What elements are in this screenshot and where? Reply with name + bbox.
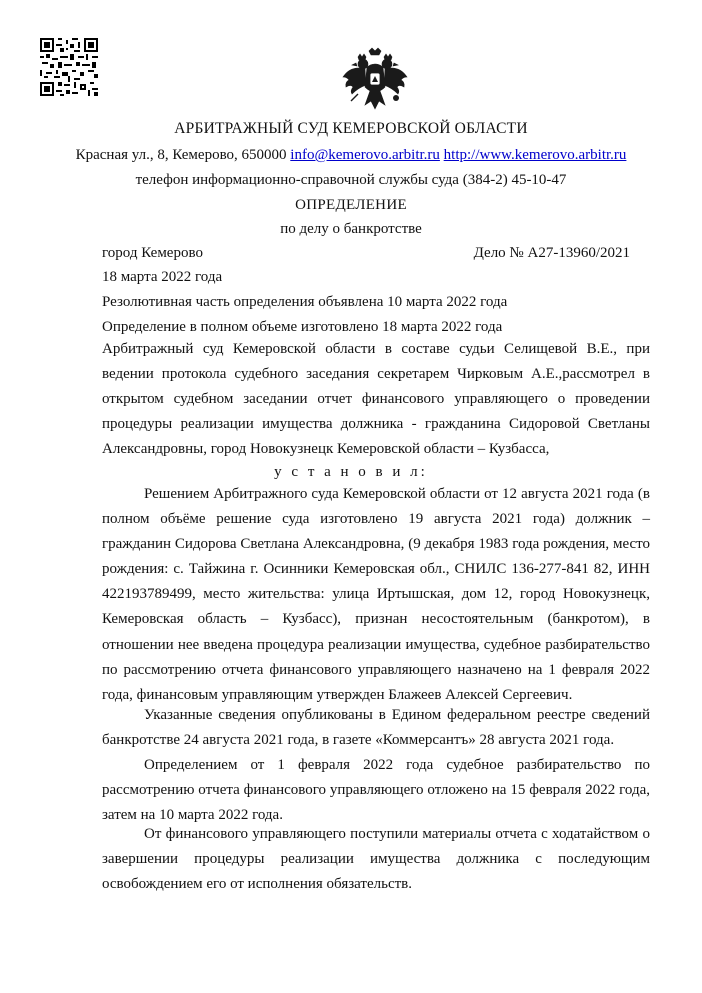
website-link[interactable]: http://www.kemerovo.arbitr.ru (443, 147, 627, 163)
document-date: 18 марта 2022 года (102, 269, 223, 285)
document-title: ОПРЕДЕЛЕНИЕ (295, 197, 407, 213)
city: город Кемерово (102, 245, 203, 261)
paragraph-4: От финансового управляющего поступили материалы отчета с ходатайством о завершении процедуры реализации имущества должника с последующим освобождением его от исполнения обязательств. (102, 826, 650, 893)
paragraph-3: Определением от 1 февраля 2022 года судебное разбирательство по рассмотрению отчета финансового управляющего отложено на 15 февраля 2022 года, затем на 10 марта 2022 года. (102, 757, 650, 824)
paragraph-1: Решением Арбитражного суда Кемеровской области от 12 августа 2021 года (в полном объёме решение суда изготовлено 19 августа 2021 года) должник – гражданин Сидорова Светлана Александровна, (9 декабря 1983 года рождения, место рождения: с. Тайжина г. Осинники Кемеровская обл., СНИЛС 136-277-841 82, ИНН 422193789499, место жительства: улица Иртышская, дом 12, город Новокузнецк, Кемеровская область – Кузбасс), признан несостоятельным (банкротом), в отношении нее введена процедура реализации имущества, судебное разбирательство по рассмотрению отчета финансового управляющего назначено на 1 февраля 2022 года, финансовым управляющим утвержден Блажеев Алексей Сергеевич. (102, 486, 650, 703)
resolution-announced: Резолютивная часть определения объявлена 10 марта 2022 года (102, 294, 508, 310)
qr-code (40, 38, 98, 96)
address-text: Красная ул., 8, Кемерово, 650000 (75, 147, 287, 163)
email-link[interactable]: info@kemerovo.arbitr.ru (290, 147, 440, 163)
court-phone: телефон информационно-справочной службы суда (384-2) 45-10-47 (135, 172, 567, 188)
court-address (0, 146, 702, 164)
coat-of-arms-icon (341, 47, 409, 113)
case-number: Дело № А27-13960/2021 (473, 245, 630, 261)
established-heading: у с т а н о в и л: (274, 464, 428, 480)
document-subtitle: по делу о банкротстве (280, 221, 422, 237)
intro-paragraph: Арбитражный суд Кемеровской области в составе судьи Селищевой В.Е., при ведении протокола судебного заседания секретарем Чирковым А.Е.,рассмотрел в открытом судебном заседании отчет финансового управляющего о проведении процедуры реализации имущества должника - гражданина Сидоровой Светланы Александровны, город Новокузнецк Кемеровской области – Кузбасса, (102, 341, 650, 458)
paragraph-2: Указанные сведения опубликованы в Едином федеральном реестре сведений банкротстве 24 августа 2021 года, в газете «Коммерсантъ» 28 августа 2021 года. (102, 707, 650, 749)
full-text-prepared: Определение в полном объеме изготовлено 18 марта 2022 года (102, 319, 503, 335)
court-name: АРБИТРАЖНЫЙ СУД КЕМЕРОВСКОЙ ОБЛАСТИ (174, 120, 528, 137)
